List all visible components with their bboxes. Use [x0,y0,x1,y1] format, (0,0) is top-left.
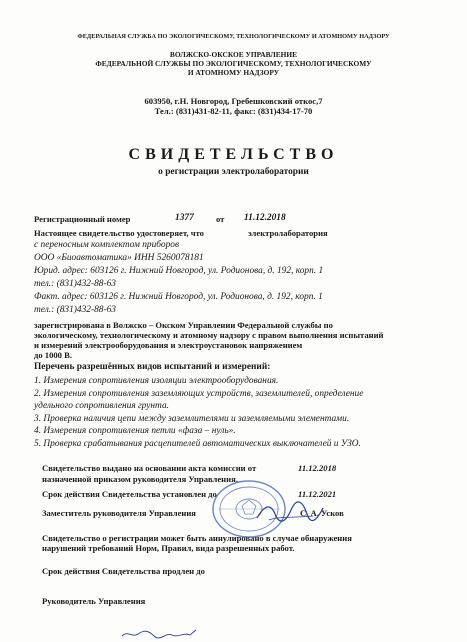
annul-line-2: нарушений требований Норм, Правил, вида разрешенных работ. [42,543,295,553]
test-item: 3. Проверка наличия цепи между заземлителями и заземляемыми элементами. [34,414,350,424]
agency-name: ФЕДЕРАЛЬНАЯ СЛУЖБА ПО ЭКОЛОГИЧЕСКОМУ, ТЕХНОЛОГИЧЕСКОМУ И АТОМНОМУ НАДЗОРУ [77,33,390,40]
document-title: СВИДЕТЕЛЬСТВО [128,146,339,163]
tests-heading: Перечень разрешённых видов испытаний и измерений: [34,362,271,372]
signatory-title: Заместитель руководителя Управления [42,508,196,518]
holder-line-1: с переносным комплектом приборов [34,240,180,250]
legal-phone: тел.: (831)432-88-63 [34,279,116,289]
dept-line-3: И АТОМНОМУ НАДЗОРУ [187,68,280,77]
validity-label: Срок действия Свидетельства установлен до [42,489,217,499]
registration-from: от [216,214,225,224]
signatory-name: С. А. Усков [300,508,344,518]
issued-date: 11.12.2018 [298,463,337,473]
signature-mark [255,500,325,526]
registration-label: Регистрационный номер [34,214,131,224]
dept-line-1: ВОЛЖСКО-ОКСКОЕ УПРАВЛЕНИЕ [169,50,298,59]
registration-date: 11.12.2018 [244,213,286,223]
extended-label: Срок действия Свидетельства продлен до [42,566,205,576]
actual-phone: тел.: (831)432-88-63 [34,305,116,315]
test-item: удельного сопротивления грунта. [34,401,169,411]
registration-number: 1377 [175,213,194,223]
registered-line-2: экологическому, технологическому и атомному надзору с правом выполнения испытаний [34,330,384,340]
handwritten-mark [120,626,200,642]
dept-line-2: ФЕДЕРАЛЬНОЙ СЛУЖБЫ ПО ЭКОЛОГИЧЕСКОМУ, ТЕХНОЛОГИЧЕСКОМУ [95,59,372,68]
address: 603950, г.Н. Новгород, Гребешковский откос,7 [144,96,323,106]
registered-line-3: и измерений электрооборудования и электроустановок напряжением [34,340,303,350]
document-subtitle: о регистрации электролаборатории [158,167,309,177]
issued-line-2: назначенной приказом руководителя Управления. [42,474,238,484]
actual-address: Факт. адрес: 603126 г. Нижний Новгород, ул. Родионова, д. 192, корп. 1 [34,292,323,302]
registered-line-1: зарегистрирована в Волжско – Окском Управлении Федеральной службы по [34,320,333,330]
test-item: 1. Измерения сопротивления изоляции электрооборудования. [34,376,279,386]
issued-line-1: Свидетельство выдано на основании акта комиссии от [42,463,257,473]
registered-line-4: до 1000 В. [34,350,73,360]
head-title: Руководитель Управления [42,596,146,606]
certifies-object: электролаборатория [248,228,328,238]
phones: Тел.: (831)431-82-11, факс: (831)434-17-70 [154,106,313,116]
certifies-text: Настоящее свидетельство удостоверяет, что [34,228,204,238]
test-item: 2. Измерения сопротивления заземляющих устройств, заземлителей, определение [34,389,364,399]
annul-line-1: Свидетельство о регистрации может быть аннулировано в случае обнаружения [42,533,352,543]
test-item: 5. Проверка срабатывания расцепителей автоматических выключателей и УЗО. [34,439,361,449]
legal-address: Юрид. адрес: 603126 г. Нижний Новгород, ул. Родионова, д. 192, корп. 1 [34,266,324,276]
test-item: 4. Измерения сопротивления петли «фаза – нуль». [34,426,236,436]
holder-line-2: ООО «Биоавтоматика» ИНН 5260078181 [34,253,204,263]
validity-date: 11.12.2021 [298,489,337,499]
